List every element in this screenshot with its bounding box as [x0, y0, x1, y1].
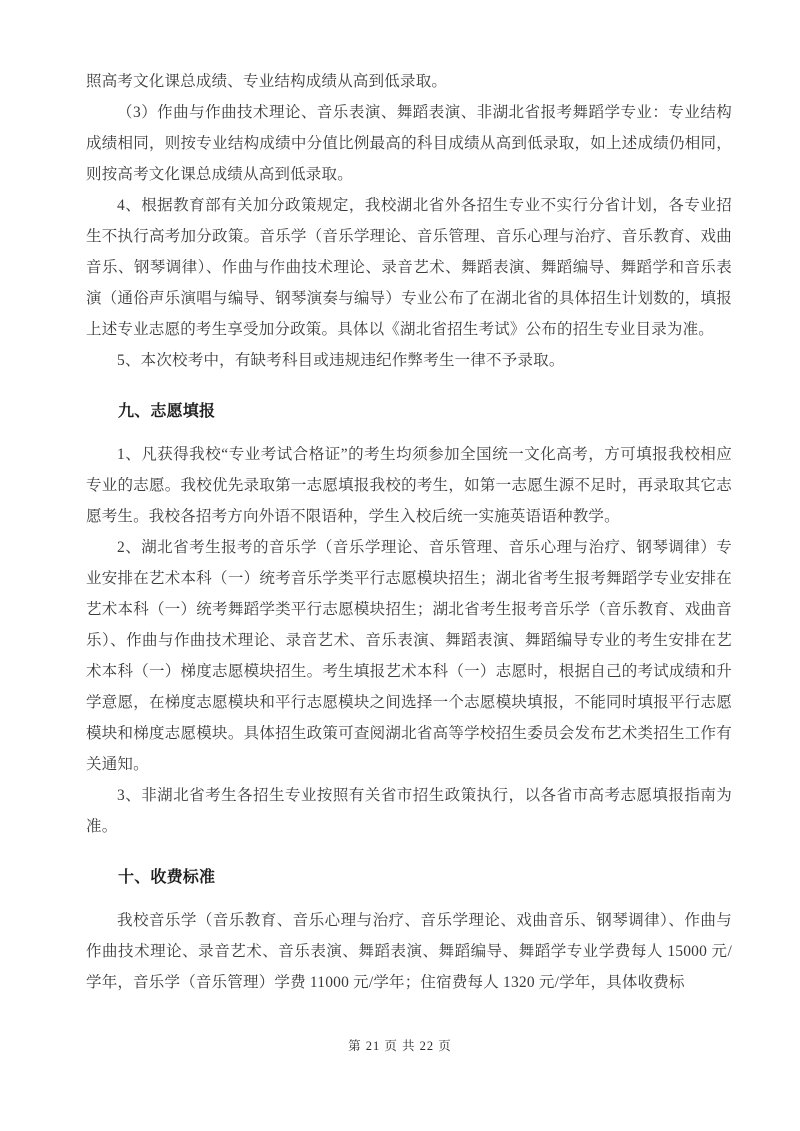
- page-number-footer: 第 21 页 共 22 页: [348, 1039, 452, 1053]
- paragraph: 1、凡获得我校“专业考试合格证”的考生均须参加全国统一文化高考，方可填报我校相应专业的志愿。我校优先录取第一志愿填报我校的考生，如第一志愿生源不足时，再录取其它志愿考生。我校各招考方向外语不限语种，学生入校后统一实施英语语种教学。: [86, 446, 732, 525]
- paragraph: 5、本次校考中，有缺考科目或违规违纪作弊考生一律不予录取。: [117, 352, 565, 369]
- paragraph: 2、湖北省考生报考的音乐学（音乐学理论、音乐管理、音乐心理与治疗、钢琴调律）专业安排在艺术本科（一）统考音乐学类平行志愿模块招生；湖北省考生报考舞蹈学专业安排在艺术本科（一）统考舞蹈学类平行志愿模块招生；湖北省考生报考音乐学（音乐教育、戏曲音乐）、作曲与作曲技术理论、录音艺术、音乐表演、舞蹈表演、舞蹈编导专业的考生安排在艺术本科（一）梯度志愿模块招生。考生填报艺术本科（一）志愿时，根据自己的考试成绩和升学意愿，在梯度志愿模块和平行志愿模块之间选择一个志愿模块填报，不能同时填报平行志愿模块和梯度志愿模块。具体招生政策可查阅湖北省高等学校招生委员会发布艺术类招生工作有关通知。: [86, 539, 732, 773]
- paragraph: 照高考文化课总成绩、专业结构成绩从高到低录取。: [86, 73, 448, 90]
- paragraph: 我校音乐学（音乐教育、音乐心理与治疗、音乐学理论、戏曲音乐、钢琴调律）、作曲与作曲技术理论、录音艺术、音乐表演、舞蹈表演、舞蹈编导、舞蹈学专业学费每人 15000 元/学年，音乐学（音乐管理）学费 11000 元/学年；住宿费每人 1320 元/学年，具体收费标: [86, 912, 732, 991]
- document-body: [86, 66, 732, 998]
- paragraph: 4、根据教育部有关加分政策规定，我校湖北省外各招生专业不实行分省计划，各专业招生不执行高考加分政策。音乐学（音乐学理论、音乐管理、音乐心理与治疗、音乐教育、戏曲音乐、钢琴调律）、作曲与作曲技术理论、录音艺术、舞蹈表演、舞蹈编导、舞蹈学和音乐表演（通俗声乐演唱与编导、钢琴演奏与编导）专业公布了在湖北省的具体招生计划数的，填报上述专业志愿的考生享受加分政策。具体以《湖北省招生考试》公布的招生专业目录为准。: [86, 197, 732, 338]
- paragraph: （3）作曲与作曲技术理论、音乐表演、舞蹈表演、非湖北省报考舞蹈学专业：专业结构成绩相同，则按专业结构成绩中分值比例最高的科目成绩从高到低录取，如上述成绩仍相同，则按高考文化课总成绩从高到低录取。: [86, 104, 732, 183]
- paragraph: 3、非湖北省考生各招生专业按照有关省市招生政策执行，以各省市高考志愿填报指南为准。: [86, 787, 732, 835]
- section-heading: 九、志愿填报: [118, 403, 216, 420]
- section-heading: 十、收费标准: [118, 869, 216, 886]
